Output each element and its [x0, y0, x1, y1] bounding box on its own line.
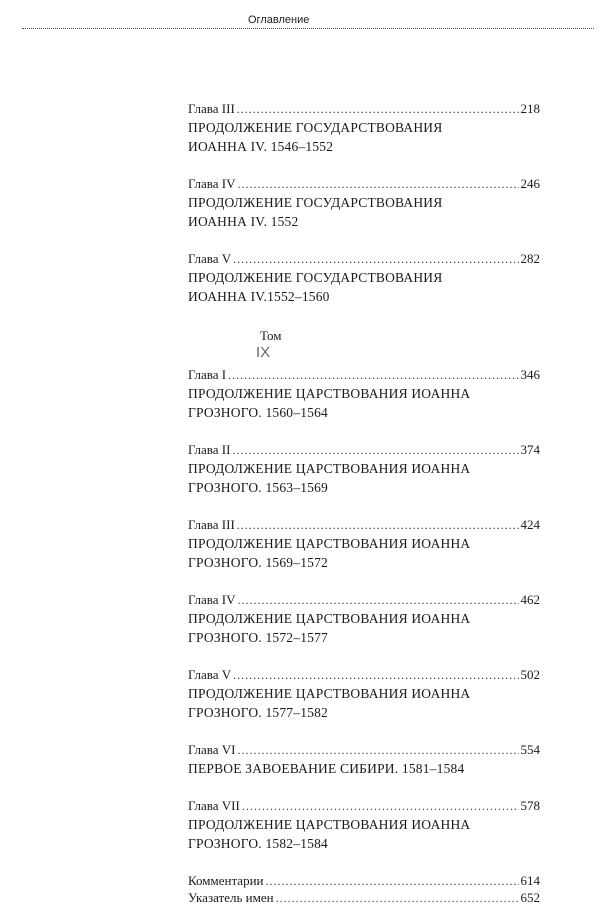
chapter-label: Глава V: [188, 667, 232, 682]
toc-entry-line: [188, 591, 540, 609]
toc-entry[interactable]: [188, 100, 540, 156]
page-number: 424: [520, 517, 540, 532]
table-of-contents: [188, 100, 540, 906]
chapter-title-line: ГРОЗНОГО. 1569–1572: [188, 555, 329, 570]
toc-entry-line: [188, 797, 540, 815]
dot-leader: [228, 366, 518, 384]
page-number: 578: [520, 798, 540, 813]
toc-entry-line: [188, 366, 540, 384]
chapter-title-line: ГРОЗНОГО. 1582–1584: [188, 836, 329, 851]
chapter-title-line: ПРОДОЛЖЕНИЕ ЦАРСТВОВАНИЯ ИОАННА: [188, 611, 471, 626]
chapter-title-line: ПРОДОЛЖЕНИЕ ГОСУДАРСТВОВАНИЯ: [188, 270, 443, 285]
chapter-title-line: ГРОЗНОГО. 1572–1577: [188, 630, 329, 645]
volume-label: Том: [260, 328, 282, 343]
chapter-label: Глава IV: [188, 176, 236, 191]
chapter-title-line: ГРОЗНОГО. 1563–1569: [188, 480, 329, 495]
toc-entry-line: [188, 441, 540, 459]
dot-leader: [265, 873, 518, 890]
chapter-title-line: ИОАННА IV. 1552: [188, 214, 299, 229]
toc-entry-line: [188, 741, 540, 759]
dot-leader: [238, 741, 519, 759]
chapter-title-line: ПРОДОЛЖЕНИЕ ЦАРСТВОВАНИЯ ИОАННА: [188, 461, 471, 476]
chapter-label: Глава III: [188, 517, 235, 532]
toc-entry-line: [188, 516, 540, 534]
chapter-title-line: ПРОДОЛЖЕНИЕ ЦАРСТВОВАНИЯ ИОАННА: [188, 686, 471, 701]
toc-entry-line: [188, 666, 540, 684]
page-number: 652: [520, 890, 540, 905]
chapter-label: Глава II: [188, 442, 231, 457]
dot-leader: [242, 797, 519, 815]
toc-entry[interactable]: [188, 591, 540, 647]
toc-entry[interactable]: [188, 441, 540, 497]
chapter-title-line: ПРОДОЛЖЕНИЕ ЦАРСТВОВАНИЯ ИОАННА: [188, 817, 471, 832]
toc-entry[interactable]: [188, 741, 540, 778]
toc-group-volume-9: [188, 366, 540, 853]
chapter-title-line: ПРОДОЛЖЕНИЕ ГОСУДАРСТВОВАНИЯ: [188, 120, 443, 135]
dot-leader: [237, 516, 519, 534]
chapter-title-line: ИОАННА IV.1552–1560: [188, 289, 330, 304]
volume-number: IX: [256, 344, 271, 361]
dot-leader: [276, 890, 519, 907]
page-number: 374: [520, 442, 540, 457]
chapter-label: Глава VII: [188, 798, 240, 813]
chapter-label: Глава I: [188, 367, 227, 382]
chapter-title-line: ГРОЗНОГО. 1577–1582: [188, 705, 329, 720]
chapter-title-line: ИОАННА IV. 1546–1552: [188, 139, 334, 154]
page-number: 462: [520, 592, 540, 607]
chapter-title-line: ГРОЗНОГО. 1560–1564: [188, 405, 329, 420]
toc-entry-line: [188, 100, 540, 118]
dot-leader: [233, 666, 518, 684]
chapter-title-line: ПЕРВОЕ ЗАВОЕВАНИЕ СИБИРИ. 1581–1584: [188, 761, 465, 776]
volume-heading: [188, 328, 540, 362]
toc-entry[interactable]: [188, 175, 540, 231]
toc-back-matter: [188, 872, 540, 906]
chapter-title-line: ПРОДОЛЖЕНИЕ ГОСУДАРСТВОВАНИЯ: [188, 195, 443, 210]
toc-group-volume-8: [188, 100, 540, 306]
toc-entry[interactable]: [188, 666, 540, 722]
back-matter-entry[interactable]: [188, 889, 540, 906]
back-matter-label: Комментарии: [188, 873, 264, 888]
toc-entry[interactable]: [188, 516, 540, 572]
toc-entry-line: [188, 175, 540, 193]
dot-leader: [238, 175, 519, 193]
chapter-label: Глава VI: [188, 742, 236, 757]
page-number: 346: [520, 367, 540, 382]
header-dotted-rule: [22, 28, 594, 29]
toc-entry[interactable]: [188, 366, 540, 422]
chapter-title-line: ПРОДОЛЖЕНИЕ ЦАРСТВОВАНИЯ ИОАННА: [188, 536, 471, 551]
page-number: 218: [520, 101, 540, 116]
dot-leader: [238, 591, 519, 609]
chapter-label: Глава V: [188, 251, 232, 266]
chapter-label: Глава IV: [188, 592, 236, 607]
dot-leader: [237, 100, 519, 118]
page-number: 614: [520, 873, 540, 888]
back-matter-label: Указатель имен: [188, 890, 274, 905]
toc-entry-line: [188, 250, 540, 268]
toc-entry[interactable]: [188, 797, 540, 853]
chapter-label: Глава III: [188, 101, 235, 116]
chapter-title-line: ПРОДОЛЖЕНИЕ ЦАРСТВОВАНИЯ ИОАННА: [188, 386, 471, 401]
page-number: 282: [520, 251, 540, 266]
running-head: Оглавление: [248, 14, 310, 26]
page-number: 246: [520, 176, 540, 191]
back-matter-entry[interactable]: [188, 872, 540, 889]
dot-leader: [232, 441, 518, 459]
toc-entry[interactable]: [188, 250, 540, 306]
dot-leader: [233, 250, 518, 268]
page-number: 554: [520, 742, 540, 757]
page-number: 502: [520, 667, 540, 682]
